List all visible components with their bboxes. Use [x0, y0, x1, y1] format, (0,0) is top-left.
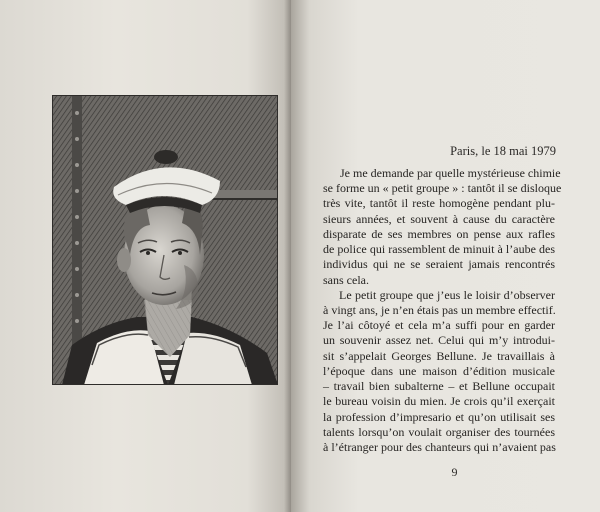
text-line: disparate de ses membres on pense aux rafles	[323, 226, 555, 241]
text-line: sit s’appelait Georges Bellune. Je travaillais à	[323, 348, 555, 363]
page-number: 9	[451, 465, 458, 479]
text-line: Le petit groupe que j’eus le loisir d’observer	[339, 287, 555, 302]
text-line: – travail bien subalterne – et Bellune occupait	[323, 379, 555, 394]
text-line: très vite, tantôt il reste homogène pendant plu-	[323, 196, 555, 211]
text-line: Je l’ai côtoyé et cela m’a suffi pour en garder	[323, 318, 555, 333]
right-page	[291, 0, 600, 512]
text-line: Je me demande par quelle mystérieuse chimie	[340, 166, 561, 180]
text-line: sieurs années, et souvent à cause du caractère	[323, 211, 555, 226]
text-line: individus qui ne se seraient jamais rencontrés	[323, 257, 555, 272]
text-line: à l’étranger pour des chanteurs qui n’avaient pas	[323, 440, 556, 454]
text-line: un souvenir assez net. Celui qui m’y introdui-	[323, 333, 555, 348]
text-line: l’époque dans une maison d’édition musicale	[323, 363, 555, 378]
text-line: la profession d’impresario et qu’on utilisait ses	[323, 409, 555, 424]
text-line: à vingt ans, je n’en étais pas un membre effectif.	[323, 303, 556, 317]
text-line: sans cela.	[323, 272, 369, 287]
sailor-portrait-illustration	[52, 95, 278, 385]
left-page	[0, 0, 291, 512]
text-line: talents lorsqu’on voulait organiser des tournées	[323, 424, 555, 439]
dateline: Paris, le 18 mai 1979	[450, 144, 556, 158]
text-line: de police qui rassemblent de minuit à l’aube des	[323, 242, 555, 257]
text-line: se forme un « petit groupe » : tantôt il se disloque	[323, 181, 562, 196]
text-line: le bureau voisin du mien. Je crois qu’il exerçait	[323, 394, 555, 409]
